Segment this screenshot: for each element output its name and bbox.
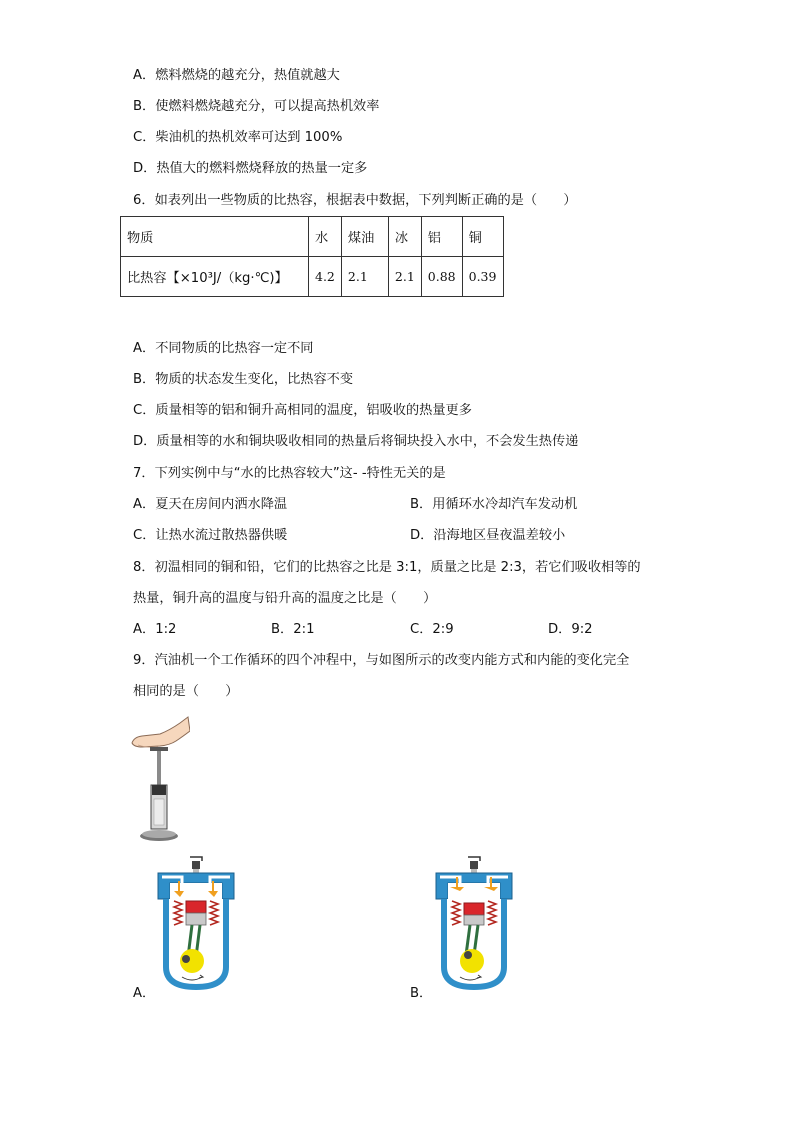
q9-stem-line2: 相同的是（ ）	[133, 684, 239, 699]
q5-option-b: B．使燃料燃烧越充分，可以提高热机效率	[133, 99, 380, 114]
table-header-cell: 铜	[462, 217, 503, 257]
engine-figure-b	[430, 855, 518, 995]
q9-stem-line1: 9．汽油机一个工作循环的四个冲程中，与如图所示的改变内能方式和内能的变化完全	[133, 653, 630, 668]
engine-figure-a	[152, 855, 240, 995]
table-row	[121, 217, 504, 257]
q8-stem-line1: 8．初温相同的铜和铅，它们的比热容之比是 3:1，质量之比是 2:3，若它们吸收相等的	[133, 560, 641, 575]
q5-option-c: C．柴油机的热机效率可达到 100%	[133, 130, 343, 145]
table-header-cell: 物质	[121, 217, 309, 257]
q7-option-b: B．用循环水冷却汽车发动机	[410, 497, 578, 512]
q8-option-c: C．2:9	[410, 622, 454, 637]
specific-heat-table	[120, 216, 504, 297]
table-cell: 2.1	[341, 257, 388, 297]
table-header-cell: 铝	[421, 217, 462, 257]
q7-stem: 7．下列实例中与“水的比热容较大”这- -特性无关的是	[133, 466, 446, 481]
table-cell: 0.39	[462, 257, 503, 297]
q9-option-a-label: A．	[133, 986, 156, 1001]
table-cell: 4.2	[309, 257, 342, 297]
q8-option-d: D．9:2	[548, 622, 593, 637]
q8-option-b: B．2:1	[271, 622, 315, 637]
q8-stem-line2: 热量，铜升高的温度与铅升高的温度之比是（ ）	[133, 591, 437, 606]
table-header-cell: 水	[309, 217, 342, 257]
q8-option-a: A．1:2	[133, 622, 177, 637]
table-header-cell: 冰	[388, 217, 421, 257]
q7-option-c: C．让热水流过散热器供暖	[133, 528, 288, 543]
table-row	[121, 257, 504, 297]
q6-stem: 6．如表列出一些物质的比热容，根据表中数据，下列判断正确的是（ ）	[133, 193, 577, 208]
hand-syringe-figure	[130, 715, 190, 845]
q6-option-a: A．不同物质的比热容一定不同	[133, 341, 314, 356]
table-cell: 2.1	[388, 257, 421, 297]
q9-option-b-label: B．	[410, 986, 433, 1001]
table-cell: 比热容【×10³J/（kg·℃)】	[121, 257, 309, 297]
table-header-cell: 煤油	[341, 217, 388, 257]
table-cell: 0.88	[421, 257, 462, 297]
q5-option-a: A．燃料燃烧的越充分，热值就越大	[133, 68, 340, 83]
q6-option-c: C．质量相等的铝和铜升高相同的温度，铝吸收的热量更多	[133, 403, 472, 418]
q7-option-a: A．夏天在房间内洒水降温	[133, 497, 288, 512]
q6-option-d: D．质量相等的水和铜块吸收相同的热量后将铜块投入水中，不会发生热传递	[133, 434, 579, 449]
q5-option-d: D．热值大的燃料燃烧释放的热量一定多	[133, 161, 368, 176]
q6-option-b: B．物质的状态发生变化，比热容不变	[133, 372, 354, 387]
q7-option-d: D．沿海地区昼夜温差较小	[410, 528, 566, 543]
